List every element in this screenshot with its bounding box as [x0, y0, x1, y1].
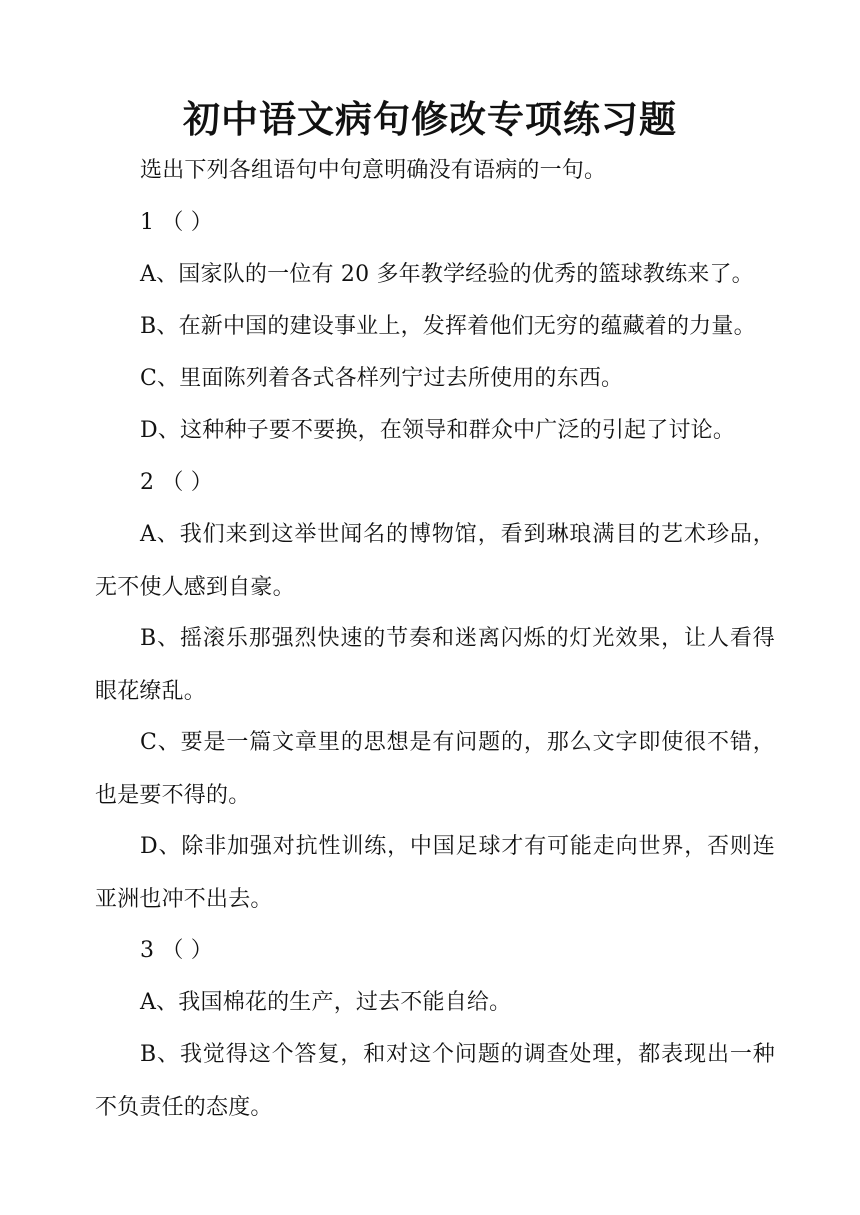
option-text: A、我国棉花的生产，过去不能自给。 [140, 990, 512, 1015]
option-text: C、要是一篇文章里的思想是有问题的，那么文字即使很不错，也是要不得的。 [95, 730, 775, 808]
option-text: B、在新中国的建设事业上，发挥着他们无穷的蕴藏着的力量。 [140, 314, 756, 339]
question-number: 2 （ ） [140, 470, 213, 495]
question-number: 1 （ ） [140, 210, 213, 235]
option-text: D、这种种子要不要换，在领导和群众中广泛的引起了讨论。 [140, 418, 736, 443]
option-text: C、里面陈列着各式各样列宁过去所使用的东西。 [140, 366, 624, 391]
option-text: A、我们来到这举世闻名的博物馆，看到琳琅满目的艺术珍品，无不使人感到自豪。 [95, 522, 775, 600]
option-text: B、摇滚乐那强烈快速的节奏和迷离闪烁的灯光效果，让人看得眼花缭乱。 [95, 626, 775, 704]
page-title: 初中语文病句修改专项练习题 [183, 98, 677, 141]
option-text: A、国家队的一位有 20 多年教学经验的优秀的篮球教练来了。 [140, 262, 754, 287]
question-number: 3 （ ） [140, 938, 213, 963]
option-text: D、除非加强对抗性训练，中国足球才有可能走向世界，否则连亚洲也冲不出去。 [95, 834, 775, 912]
instruction-text: 选出下列各组语句中句意明确没有语病的一句。 [140, 158, 607, 183]
option-text: B、我觉得这个答复，和对这个问题的调查处理，都表现出一种不负责任的态度。 [95, 1042, 775, 1120]
